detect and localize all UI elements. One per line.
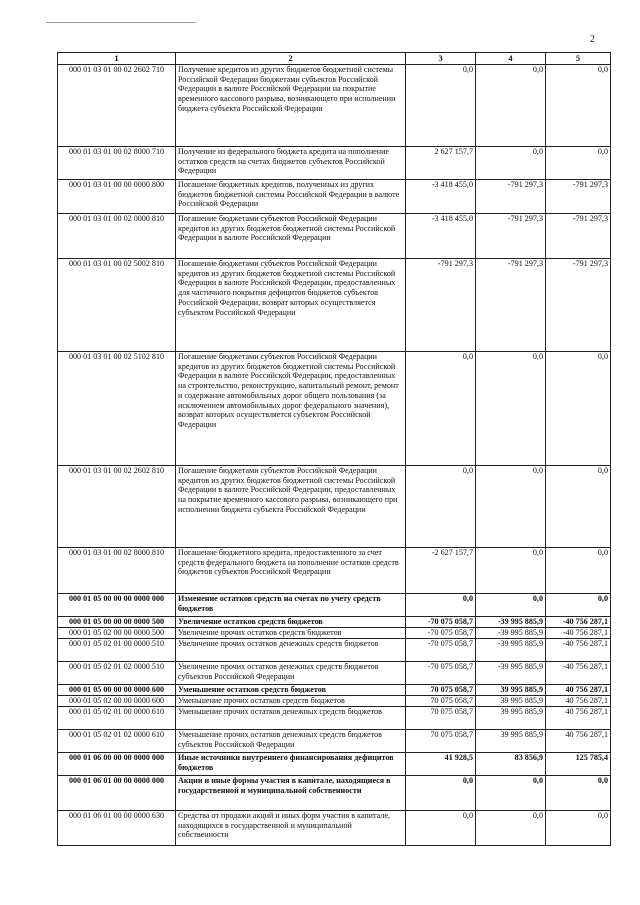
value-year3-cell: 0,0: [546, 811, 611, 846]
value-year2-cell: 39 995 885,9: [476, 696, 546, 707]
value-year3-cell: 0,0: [546, 776, 611, 811]
code-cell: 000 01 06 00 00 00 0000 000: [58, 753, 176, 776]
value-year2-cell: -39 995 885,9: [476, 628, 546, 639]
value-year2-cell: 0,0: [476, 811, 546, 846]
value-year2-cell: 0,0: [476, 65, 546, 147]
table-row: [58, 214, 611, 259]
table-row: [58, 180, 611, 214]
value-year2-cell: 39 995 885,9: [476, 730, 546, 753]
description-cell: Увеличение прочих остатков денежных средств бюджетов субъектов Российской Федерации: [176, 662, 406, 685]
value-year2-cell: 39 995 885,9: [476, 707, 546, 730]
table-row: [58, 639, 611, 662]
value-year2-cell: -39 995 885,9: [476, 662, 546, 685]
value-year2-cell: 0,0: [476, 147, 546, 180]
value-year3-cell: -40 756 287,1: [546, 662, 611, 685]
value-year3-cell: 40 756 287,1: [546, 685, 611, 696]
description-cell: Получение кредитов из других бюджетов бюджетной системы Российской Федерации бюджетами субъектов Российской Федерации в валюте Российской Федерации на покрытие временного кассового разрыва, возникающего при исполнении бюджета субъекта Российской Федерации: [176, 65, 406, 147]
code-cell: 000 01 03 01 00 02 8000 810: [58, 548, 176, 594]
value-year1-cell: -70 075 058,7: [406, 662, 476, 685]
value-year2-cell: 83 856,9: [476, 753, 546, 776]
description-cell: Погашение бюджетами субъектов Российской Федерации кредитов из других бюджетов бюджетной системы Российской Федерации в валюте Российской Федерации, предоставленных на строительство, реконструкцию, капитальный ремонт, ремонт и содержание автомобильных дорог общего пользования (за исключением автомобильных дорог федерального значения), возврат которых осуществляется субъектом Российской Федерации: [176, 352, 406, 466]
value-year3-cell: 40 756 287,1: [546, 696, 611, 707]
value-year2-cell: 0,0: [476, 548, 546, 594]
code-cell: 000 01 03 01 00 00 0000 800: [58, 180, 176, 214]
table-row: [58, 352, 611, 466]
value-year3-cell: -40 756 287,1: [546, 628, 611, 639]
value-year3-cell: 40 756 287,1: [546, 707, 611, 730]
code-cell: 000 01 03 01 00 02 8000 710: [58, 147, 176, 180]
value-year1-cell: 0,0: [406, 776, 476, 811]
value-year3-cell: 0,0: [546, 352, 611, 466]
value-year1-cell: 70 075 058,7: [406, 707, 476, 730]
value-year2-cell: 0,0: [476, 466, 546, 548]
value-year3-cell: -791 297,3: [546, 259, 611, 352]
code-cell: 000 01 03 01 00 02 5002 810: [58, 259, 176, 352]
value-year1-cell: -70 075 058,7: [406, 628, 476, 639]
header-row: [58, 53, 611, 65]
table-row: [58, 548, 611, 594]
description-cell: Уменьшение остатков средств бюджетов: [176, 685, 406, 696]
value-year1-cell: 0,0: [406, 65, 476, 147]
description-cell: Уменьшение прочих остатков денежных средств бюджетов: [176, 707, 406, 730]
description-cell: Получение из федерального бюджета кредита на пополнение остатков средств на счетах бюджетов субъектов Российской Федерации: [176, 147, 406, 180]
value-year2-cell: -39 995 885,9: [476, 617, 546, 628]
header-col-3: 3: [406, 53, 476, 65]
budget-sources-table: [57, 52, 611, 846]
value-year2-cell: 0,0: [476, 776, 546, 811]
code-cell: 000 01 06 01 00 00 0000 630: [58, 811, 176, 846]
value-year3-cell: 0,0: [546, 466, 611, 548]
table-row: [58, 811, 611, 846]
code-cell: 000 01 05 02 00 00 0000 500: [58, 628, 176, 639]
value-year3-cell: 0,0: [546, 594, 611, 617]
code-cell: 000 01 05 00 00 00 0000 000: [58, 594, 176, 617]
value-year1-cell: 70 075 058,7: [406, 696, 476, 707]
code-cell: 000 01 05 02 01 00 0000 610: [58, 707, 176, 730]
description-cell: Уменьшение прочих остатков средств бюджетов: [176, 696, 406, 707]
description-cell: Увеличение прочих остатков денежных средств бюджетов: [176, 639, 406, 662]
header-col-1: 1: [58, 53, 176, 65]
value-year2-cell: -791 297,3: [476, 214, 546, 259]
value-year2-cell: -791 297,3: [476, 259, 546, 352]
header-col-5: 5: [546, 53, 611, 65]
value-year1-cell: 70 075 058,7: [406, 730, 476, 753]
value-year3-cell: 0,0: [546, 147, 611, 180]
description-cell: Увеличение прочих остатков средств бюджетов: [176, 628, 406, 639]
table-row: [58, 617, 611, 628]
value-year1-cell: 0,0: [406, 466, 476, 548]
value-year1-cell: -3 418 455,0: [406, 214, 476, 259]
value-year3-cell: 40 756 287,1: [546, 730, 611, 753]
description-cell: Средства от продажи акций и иных форм участия в капитале, находящихся в государственной и муниципальной собственности: [176, 811, 406, 846]
table-row: [58, 628, 611, 639]
code-cell: 000 01 05 00 00 00 0000 600: [58, 685, 176, 696]
table-row: [58, 685, 611, 696]
value-year1-cell: 0,0: [406, 352, 476, 466]
value-year2-cell: 39 995 885,9: [476, 685, 546, 696]
table-row: [58, 707, 611, 730]
code-cell: 000 01 05 00 00 00 0000 500: [58, 617, 176, 628]
description-cell: Иные источники внутреннего финансирования дефицитов бюджетов: [176, 753, 406, 776]
value-year3-cell: -791 297,3: [546, 180, 611, 214]
value-year2-cell: 0,0: [476, 594, 546, 617]
value-year1-cell: 0,0: [406, 594, 476, 617]
value-year2-cell: -39 995 885,9: [476, 639, 546, 662]
value-year3-cell: -40 756 287,1: [546, 639, 611, 662]
value-year3-cell: 125 785,4: [546, 753, 611, 776]
value-year2-cell: -791 297,3: [476, 180, 546, 214]
value-year1-cell: -791 297,3: [406, 259, 476, 352]
value-year1-cell: 70 075 058,7: [406, 685, 476, 696]
code-cell: 000 01 06 01 00 00 0000 000: [58, 776, 176, 811]
value-year3-cell: -791 297,3: [546, 214, 611, 259]
value-year1-cell: 2 627 157,7: [406, 147, 476, 180]
value-year1-cell: -3 418 455,0: [406, 180, 476, 214]
value-year1-cell: -2 627 157,7: [406, 548, 476, 594]
value-year1-cell: -70 075 058,7: [406, 617, 476, 628]
description-cell: Погашение бюджетами субъектов Российской Федерации кредитов из других бюджетов бюджетной системы Российской Федерации в валюте Российской Федерации, предоставленных на покрытие временного кассового разрыва, возникающего при исполнении бюджета субъекта Российской Федерации: [176, 466, 406, 548]
header-col-4: 4: [476, 53, 546, 65]
table-row: [58, 776, 611, 811]
value-year1-cell: 0,0: [406, 811, 476, 846]
code-cell: 000 01 05 02 01 00 0000 510: [58, 639, 176, 662]
table-row: [58, 662, 611, 685]
description-cell: Увеличение остатков средств бюджетов: [176, 617, 406, 628]
description-cell: Изменение остатков средств на счетах по учету средств бюджетов: [176, 594, 406, 617]
value-year3-cell: 0,0: [546, 65, 611, 147]
table-row: [58, 466, 611, 548]
top-rule: [46, 22, 196, 23]
description-cell: Погашение бюджетами субъектов Российской Федерации кредитов из других бюджетов бюджетной системы Российской Федерации в валюте Российской Федерации: [176, 214, 406, 259]
code-cell: 000 01 05 02 01 02 0000 510: [58, 662, 176, 685]
value-year1-cell: 41 928,5: [406, 753, 476, 776]
description-cell: Акции и иные формы участия в капитале, находящиеся в государственной и муниципальной собственности: [176, 776, 406, 811]
table-row: [58, 753, 611, 776]
code-cell: 000 01 05 02 00 00 0000 600: [58, 696, 176, 707]
code-cell: 000 01 05 02 01 02 0000 610: [58, 730, 176, 753]
value-year3-cell: 0,0: [546, 548, 611, 594]
value-year2-cell: 0,0: [476, 352, 546, 466]
table-row: [58, 259, 611, 352]
code-cell: 000 01 03 01 00 02 5102 810: [58, 352, 176, 466]
header-col-2: 2: [176, 53, 406, 65]
value-year1-cell: -70 075 058,7: [406, 639, 476, 662]
table-body: [58, 65, 611, 846]
code-cell: 000 01 03 01 00 02 0000 810: [58, 214, 176, 259]
table-row: [58, 730, 611, 753]
description-cell: Погашение бюджетного кредита, предоставленного за счет средств федерального бюджета на пополнение остатков средств бюджетов субъектов Российской Федерации: [176, 548, 406, 594]
description-cell: Погашение бюджетных кредитов, полученных из других бюджетов бюджетной системы Российской Федерации в валюте Российской Федерации: [176, 180, 406, 214]
value-year3-cell: -40 756 287,1: [546, 617, 611, 628]
code-cell: 000 01 03 01 00 02 2602 710: [58, 65, 176, 147]
table-row: [58, 594, 611, 617]
table-row: [58, 65, 611, 147]
description-cell: Уменьшение прочих остатков денежных средств бюджетов субъектов Российской Федерации: [176, 730, 406, 753]
table-row: [58, 147, 611, 180]
table-row: [58, 696, 611, 707]
page-number: 2: [590, 34, 595, 45]
code-cell: 000 01 03 01 00 02 2602 810: [58, 466, 176, 548]
description-cell: Погашение бюджетами субъектов Российской Федерации кредитов из других бюджетов бюджетной системы Российской Федерации в валюте Российской Федерации, предоставленных для частичного покрытия дефицитов бюджетов субъектов Российской Федерации, возврат которых осуществляется субъектом Российской Федерации: [176, 259, 406, 352]
